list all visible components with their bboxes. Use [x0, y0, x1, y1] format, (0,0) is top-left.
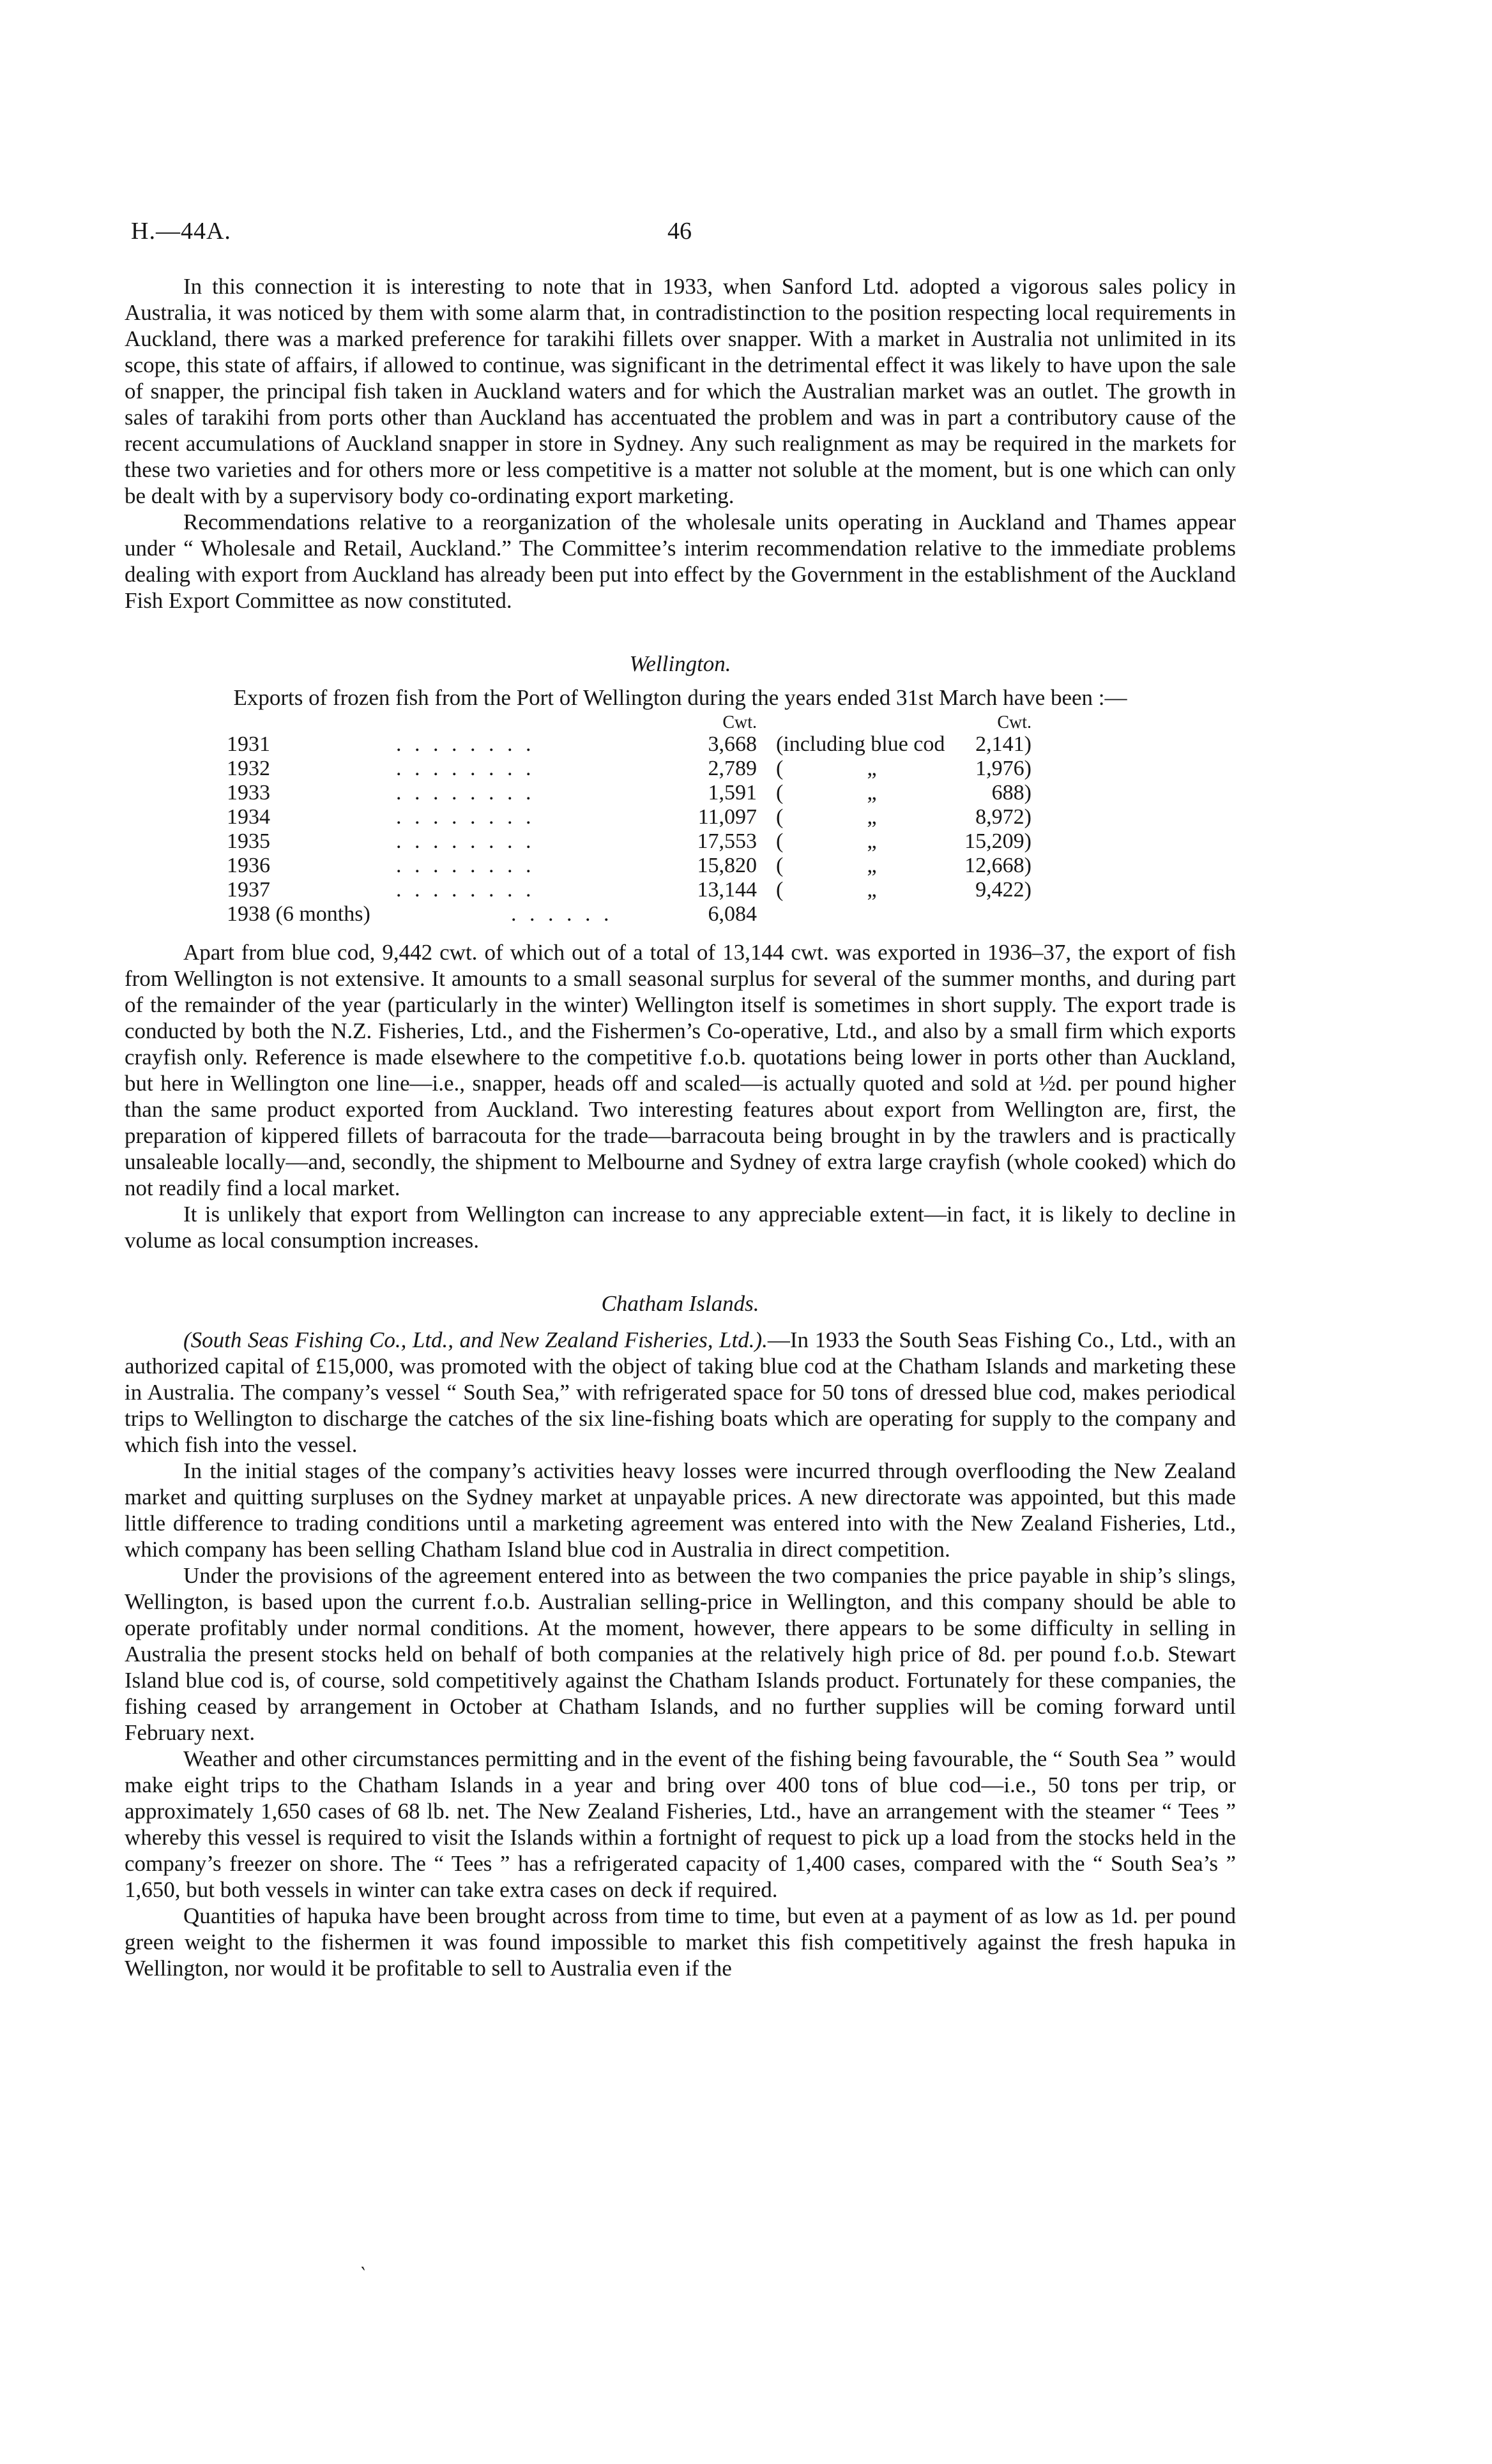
- row-total-cwt: 6,084: [708, 902, 757, 926]
- heading-chatham-islands: Chatham Islands.: [601, 1291, 759, 1316]
- row-total-cwt: 17,553: [697, 829, 757, 853]
- row-ditto-mark: „: [867, 878, 877, 902]
- row-blue-cod-cwt: 9,422): [975, 878, 1031, 902]
- row-total-cwt: 15,820: [697, 854, 757, 877]
- row-year: 1938 (6 months): [227, 902, 370, 926]
- table-row: [227, 902, 1031, 926]
- leader-dots: . . . . . . . .: [396, 732, 535, 756]
- row-blue-cod-cwt: 688): [991, 781, 1031, 805]
- row-open-paren: (: [776, 757, 784, 780]
- row-blue-cod-cwt: 15,209): [964, 829, 1031, 853]
- table-row: [227, 757, 1031, 781]
- row-blue-cod-cwt: 12,668): [964, 854, 1031, 877]
- paragraph-chatham-1-text: —In 1933 the South Seas Fishing Co., Ltd., with an authorized capital of £15,000, was promoted with the object of taking blue cod at the Chatham Islands and marketing these in Australia. The company’s vessel “ South Sea,” with refrigerated space for 50 tons of dressed blue cod, makes periodical trips to Wellington to discharge the catches of the six line-fishing boats which are operating for supply to the company and which fish into the vessel.: [125, 1327, 1236, 1457]
- row-open-paren: (: [776, 781, 784, 805]
- paragraph-chatham-5: Quantities of hapuka have been brought across from time to time, but even at a payment of as low as 1d. per pound green weight to the fishermen it was found impossible to market this fish competitively against the fresh hapuka in Wellington, nor would it be profitable to sell to Australia even if the: [125, 1903, 1236, 1981]
- wellington-intro: Exports of frozen fish from the Port of Wellington during the years ended 31st March have been :—: [233, 685, 1127, 710]
- row-blue-cod-cwt: 2,141): [975, 732, 1031, 756]
- row-year: 1936: [227, 854, 270, 877]
- row-total-cwt: 13,144: [697, 878, 757, 902]
- lead-companies: (South Seas Fishing Co., Ltd., and New Zealand Fisheries, Ltd.).: [183, 1327, 768, 1352]
- leader-dots: . . . . . . . .: [396, 757, 535, 780]
- row-year: 1937: [227, 878, 270, 902]
- table-row: [227, 732, 1031, 757]
- document-reference: H.—44A.: [131, 218, 231, 245]
- leader-dots: . . . . . . . .: [396, 829, 535, 853]
- paragraph-wellington-1: Apart from blue cod, 9,442 cwt. of which out of a total of 13,144 cwt. was exported in 1936–37, the export of fish from Wellington is not extensive. It amounts to a small seasonal surplus for several of the summer months, and during part of the remainder of the year (particularly in the winter) Wellington itself is sometimes in short supply. The export trade is conducted by both the N.Z. Fisheries, Ltd., and the Fishermen’s Co-operative, Ltd., and also by a small firm which exports crayfish only. Reference is made elsewhere to the competitive f.o.b. quotations being lower in ports other than Auckland, but here in Wellington one line—i.e., snapper, heads off and scaled—is actually quoted and sold at ½d. per pound higher than the same product exported from Auckland. Two interesting features about export from Wellington are, first, the preparation of kippered fillets of barracouta for the trade—barracouta being brought in by the trawlers and is practically unsaleable locally—and, secondly, the shipment to Melbourne and Sydney of extra large crayfish (whole cooked) which do not readily find a local market.: [125, 940, 1236, 1200]
- exports-table: [227, 713, 1031, 926]
- row-open-paren: (: [776, 878, 784, 902]
- row-open-paren: (: [776, 854, 784, 877]
- paragraph-chatham-1: [125, 1327, 1236, 1458]
- running-head: [131, 217, 1268, 255]
- row-year: 1931: [227, 732, 270, 756]
- row-year: 1932: [227, 757, 270, 780]
- leader-dots: . . . . . . . .: [396, 854, 535, 877]
- exports-table-header: [227, 713, 1031, 732]
- row-ditto-mark: „: [867, 757, 877, 780]
- row-total-cwt: 2,789: [708, 757, 757, 780]
- body-text: [125, 273, 1236, 1981]
- leader-dots: . . . . . . . .: [396, 781, 535, 805]
- row-total-cwt: 1,591: [708, 781, 757, 805]
- unit-header-blue-cod: Cwt.: [997, 713, 1031, 732]
- unit-header-total: Cwt.: [722, 713, 757, 732]
- paragraph-chatham-2: In the initial stages of the company’s activities heavy losses were incurred through overflooding the New Zealand market and quitting surpluses on the Sydney market at unpayable prices. A new directorate was appointed, but this made little difference to trading conditions until a marketing agreement was entered into with the New Zealand Fisheries, Ltd., which company has been selling Chatham Island blue cod in Australia in direct competition.: [125, 1458, 1236, 1562]
- table-row: [227, 781, 1031, 805]
- heading-wellington: Wellington.: [629, 651, 731, 676]
- leader-dots: . . . . . . . .: [396, 805, 535, 829]
- row-ditto-mark: „: [867, 781, 877, 805]
- row-year: 1934: [227, 805, 270, 829]
- row-including-blue-cod: (including blue cod: [776, 732, 945, 756]
- printer-mark: ‵: [361, 2264, 365, 2285]
- row-total-cwt: 3,668: [708, 732, 757, 756]
- row-ditto-mark: „: [867, 854, 877, 877]
- paragraph-wellington-2: It is unlikely that export from Wellington can increase to any appreciable extent—in fact, it is likely to decline in volume as local consumption increases.: [125, 1202, 1236, 1253]
- table-row: [227, 878, 1031, 902]
- row-total-cwt: 11,097: [697, 805, 757, 829]
- table-row: [227, 854, 1031, 878]
- paragraph-auckland-1: In this connection it is interesting to note that in 1933, when Sanford Ltd. adopted a vigorous sales policy in Australia, it was noticed by them with some alarm that, in contradistinction to the position respecting local requirements in Auckland, there was a marked preference for tarakihi fillets over snapper. With a market in Australia not unlimited in its scope, this state of affairs, if allowed to continue, was significant in the detrimental effect it was likely to have upon the sale of snapper, the principal fish taken in Auckland waters and for which the Australian market was an outlet. The growth in sales of tarakihi from ports other than Auckland has accentuated the problem and was in part a contributory cause of the recent accumulations of Auckland snapper in store in Sydney. Any such realignment as may be required in the markets for these two varieties and for others more or less competitive is a matter not soluble at the moment, but is one which can only be dealt with by a supervisory body co-ordinating export marketing.: [125, 274, 1236, 508]
- row-blue-cod-cwt: 1,976): [975, 757, 1031, 780]
- row-year: 1933: [227, 781, 270, 805]
- row-year: 1935: [227, 829, 270, 853]
- row-open-paren: (: [776, 829, 784, 853]
- table-row: [227, 805, 1031, 829]
- page-number: 46: [667, 218, 692, 245]
- row-ditto-mark: „: [867, 805, 877, 829]
- paragraph-auckland-2: Recommendations relative to a reorganization of the wholesale units operating in Auckland and Thames appear under “ Wholesale and Retail, Auckland.” The Committee’s interim recommendation relative to the immediate problems dealing with export from Auckland has already been put into effect by the Government in the establishment of the Auckland Fish Export Committee as now constituted.: [125, 510, 1236, 613]
- row-ditto-mark: „: [867, 829, 877, 853]
- row-blue-cod-cwt: 8,972): [975, 805, 1031, 829]
- row-open-paren: (: [776, 805, 784, 829]
- paragraph-chatham-4: Weather and other circumstances permitting and in the event of the fishing being favourable, the “ South Sea ” would make eight trips to the Chatham Islands in a year and bring over 400 tons of blue cod—i.e., 50 tons per trip, or approximately 1,650 cases of 68 lb. net. The New Zealand Fisheries, Ltd., have an arrangement with the steamer “ Tees ” whereby this vessel is required to visit the Islands within a fortnight of request to pick up a load from the stocks held in the company’s freezer on shore. The “ Tees ” has a refrigerated capacity of 1,400 cases, compared with the “ South Sea’s ” 1,650, but both vessels in winter can take extra cases on deck if required.: [125, 1746, 1236, 1902]
- leader-dots: . . . . . .: [511, 902, 613, 926]
- leader-dots: . . . . . . . .: [396, 878, 535, 902]
- paragraph-chatham-3: Under the provisions of the agreement entered into as between the two companies the price payable in ship’s slings, Wellington, is based upon the current f.o.b. Australian selling-price in Wellington, and this company should be able to operate profitably under normal conditions. At the moment, however, there appears to be some difficulty in selling in Australia the present stocks held on behalf of both companies at the relatively high price of 8d. per pound f.o.b. Stewart Island blue cod is, of course, sold competitively against the Chatham Islands product. Fortunately for these companies, the fishing ceased by arrangement in October at Chatham Islands, and no further supplies will be coming forward until February next.: [125, 1563, 1236, 1745]
- table-row: [227, 829, 1031, 854]
